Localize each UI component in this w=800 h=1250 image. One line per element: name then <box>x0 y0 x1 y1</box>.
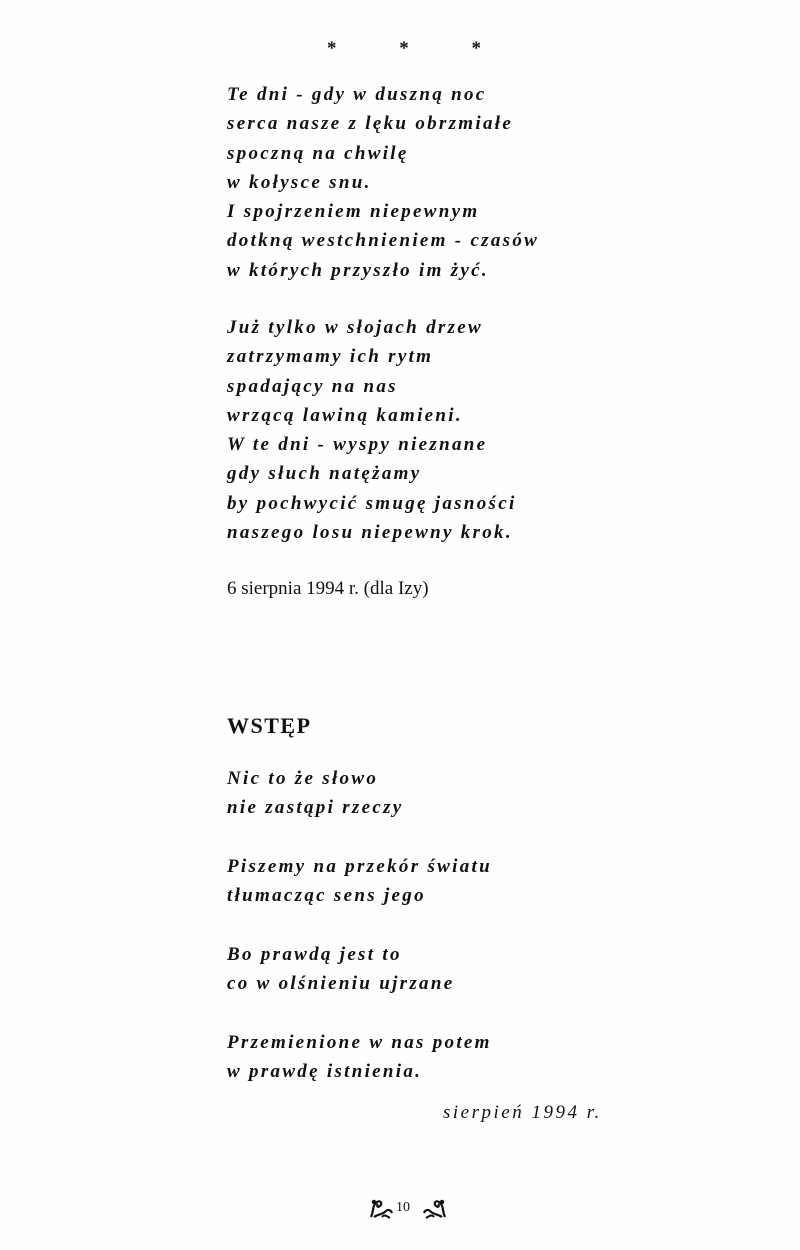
wstep-stanza-3 <box>227 940 454 999</box>
wstep-stanza-1 <box>227 764 404 823</box>
poem-line: by pochwycić smugę jasności <box>227 492 517 514</box>
poem-stanza-1 <box>227 80 539 285</box>
poem-line: gdy słuch natężamy <box>227 463 422 485</box>
poem-line: spoczną na chwilę <box>227 142 409 164</box>
wstep-stanza-4 <box>227 1028 492 1087</box>
poem-line: Piszemy na przekór światu <box>227 856 492 877</box>
poem-line: dotkną westchnieniem - czasów <box>227 230 540 252</box>
poem-line: w prawdę istnienia. <box>227 1061 423 1083</box>
poem-line: naszego losu niepewny krok. <box>227 522 513 544</box>
floral-ornament-icon <box>422 1197 448 1221</box>
poem-line: I spojrzeniem niepewnym <box>227 201 480 223</box>
poem-stanza-2 <box>227 313 517 547</box>
poem-title: WSTĘP <box>227 713 312 738</box>
poem-line: nie zastąpi rzeczy <box>227 797 404 819</box>
poem-line: spadający na nas <box>227 375 398 397</box>
poem-line: Nic to że słowo <box>227 768 379 789</box>
poem-line: Już tylko w słojach drzew <box>227 317 483 338</box>
section-divider-stars: * * * <box>327 38 510 59</box>
poem-line: co w olśnieniu ujrzane <box>227 973 455 995</box>
wstep-stanza-2 <box>227 852 492 911</box>
poem-line: Przemienione w nas potem <box>227 1032 492 1053</box>
poem-line: serca nasze z lęku obrzmiałe <box>227 113 514 135</box>
page-footer <box>368 1195 448 1225</box>
poem-line: W te dni - wyspy nieznane <box>227 434 488 456</box>
poem-line: Te dni - gdy w duszną noc <box>227 84 487 105</box>
poem-line: zatrzymamy ich rytm <box>227 346 434 368</box>
poem-line: w których przyszło im żyć. <box>227 259 489 281</box>
poem-line: tłumacząc sens jego <box>227 885 426 907</box>
page-number: 10 <box>396 1200 410 1215</box>
poem-date: sierpień 1994 r. <box>443 1102 602 1123</box>
poem-date-dedication: 6 sierpnia 1994 r. (dla Izy) <box>227 578 429 599</box>
poem-line: Bo prawdą jest to <box>227 944 402 965</box>
poem-line: wrzącą lawiną kamieni. <box>227 404 463 426</box>
poem-line: w kołysce snu. <box>227 171 372 193</box>
floral-ornament-icon <box>368 1197 394 1221</box>
